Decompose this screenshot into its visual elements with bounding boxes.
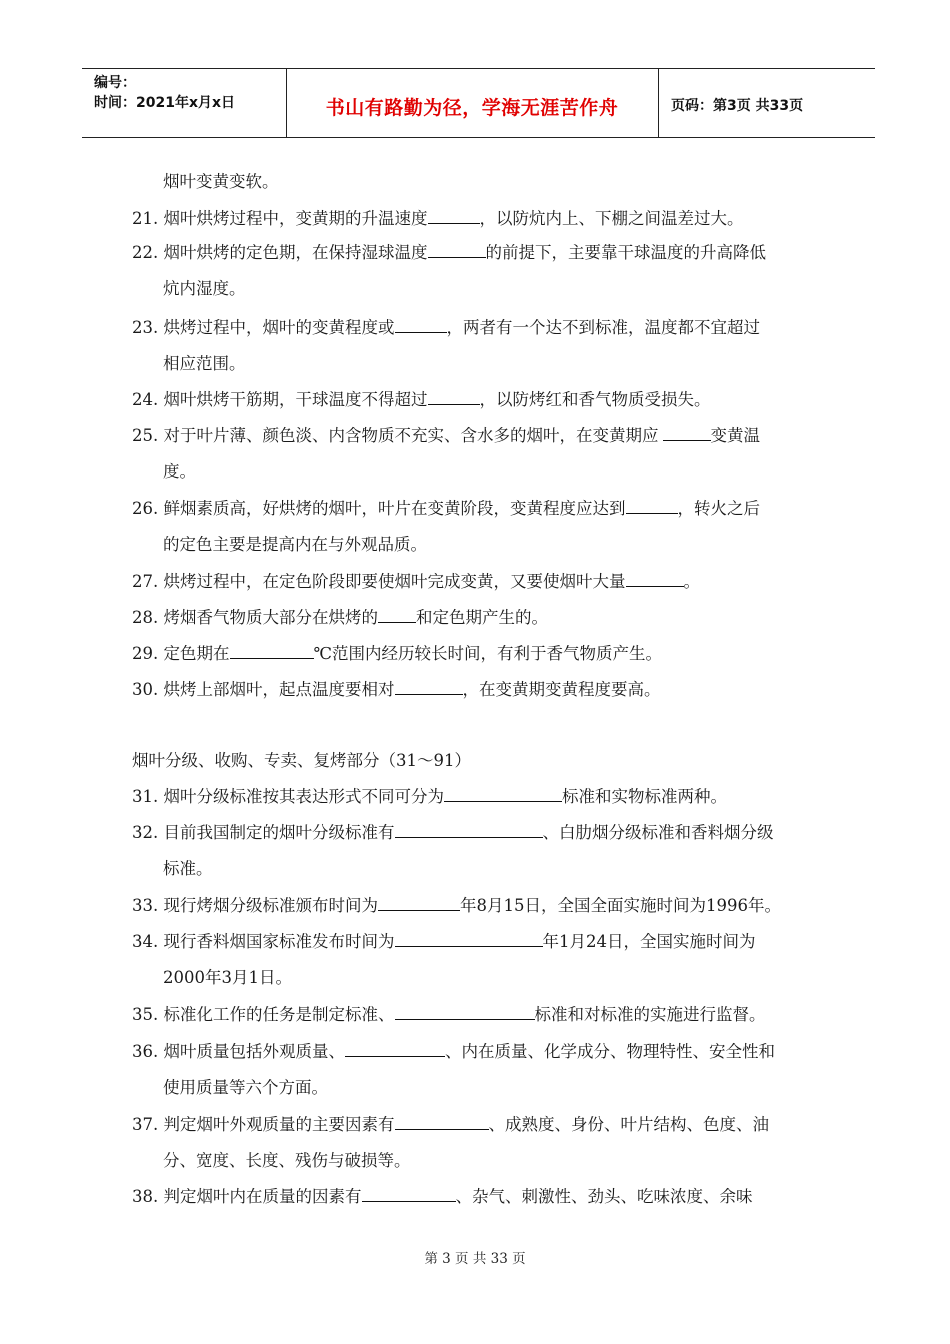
text-span: 的定色主要是提高内在与外观品质。	[163, 535, 427, 554]
text-span: 烟叶变黄变软。	[163, 172, 279, 191]
text-span: 标准和实物标准两种。	[562, 787, 727, 806]
text-span: 。	[683, 572, 700, 591]
text-span: 31. 烟叶分级标准按其表达形式不同可分为	[132, 787, 444, 806]
text-span: 25. 对于叶片薄、颜色淡、内含物质不充实、含水多的烟叶，在变黄期应	[132, 426, 659, 445]
question-24	[132, 389, 711, 411]
text-span: ，两者有一个达不到标准，温度都不宜超过	[446, 318, 760, 337]
answer-blank[interactable]	[444, 786, 562, 802]
text-span: 28. 烤烟香气物质大部分在烘烤的	[132, 608, 378, 627]
answer-blank[interactable]	[395, 679, 463, 695]
text-span: 34. 现行香料烟国家标准发布时间为	[132, 932, 395, 951]
text-span: 35. 标准化工作的任务是制定标准、	[132, 1005, 395, 1024]
text-span: 、成熟度、身份、叶片结构、色度、油	[488, 1115, 769, 1134]
document-number-label: 编号：	[94, 75, 136, 91]
question-32	[132, 822, 774, 844]
text-span: 相应范围。	[163, 354, 246, 373]
answer-blank[interactable]	[362, 1186, 456, 1202]
text-span: 29. 定色期在	[132, 644, 230, 663]
text-span: 37. 判定烟叶外观质量的主要因素有	[132, 1115, 395, 1134]
header-page-info: 页码：第3页 共33页	[671, 98, 804, 114]
answer-blank[interactable]	[428, 242, 486, 258]
text-line	[163, 461, 196, 483]
text-line	[163, 1077, 328, 1099]
text-span: 、杂气、刺激性、劲头、吃味浓度、余味	[455, 1187, 753, 1206]
text-span: 年8月15日，全国全面实施时间为1996年。	[460, 896, 781, 915]
text-span: 33. 现行烤烟分级标准颁布时间为	[132, 896, 378, 915]
answer-blank[interactable]	[395, 317, 447, 333]
question-29	[132, 643, 662, 665]
text-span: 21. 烟叶烘烤过程中，变黄期的升温速度	[132, 209, 428, 228]
document-header	[82, 68, 875, 138]
text-line	[163, 171, 279, 193]
text-span: 烟叶分级、收购、专卖、复烤部分（31～91）	[132, 751, 471, 770]
text-span: 度。	[163, 462, 196, 481]
text-span: 38. 判定烟叶内在质量的因素有	[132, 1187, 362, 1206]
text-span: ，以防烤红和香气物质受损失。	[479, 390, 711, 409]
answer-blank[interactable]	[428, 208, 480, 224]
text-span: ，在变黄期变黄程度要高。	[462, 680, 661, 699]
answer-blank[interactable]	[428, 389, 480, 405]
text-line	[163, 1150, 411, 1172]
question-35	[132, 1004, 766, 1026]
text-span: ，以防炕内上、下棚之间温差过大。	[479, 209, 744, 228]
answer-blank[interactable]	[378, 607, 416, 623]
text-span: 26. 鲜烟素质高，好烘烤的烟叶，叶片在变黄阶段，变黄程度应达到	[132, 499, 626, 518]
section-heading	[132, 750, 471, 772]
question-28	[132, 607, 548, 629]
text-span: 23. 烘烤过程中，烟叶的变黄程度或	[132, 318, 395, 337]
text-span: 分、宽度、长度、残伤与破损等。	[163, 1151, 411, 1170]
question-30	[132, 679, 661, 701]
text-span: 年1月24日，全国实施时间为	[542, 932, 756, 951]
question-38	[132, 1186, 753, 1208]
text-line	[163, 967, 292, 989]
question-33	[132, 895, 781, 917]
question-36	[132, 1041, 775, 1063]
text-span: 24. 烟叶烘烤干筋期，干球温度不得超过	[132, 390, 428, 409]
question-23	[132, 317, 760, 339]
text-span: 32. 目前我国制定的烟叶分级标准有	[132, 823, 395, 842]
text-span: 22. 烟叶烘烤的定色期，在保持湿球温度	[132, 243, 428, 262]
text-span: 、内在质量、化学成分、物理特性、安全性和	[445, 1042, 775, 1061]
question-26	[132, 498, 760, 520]
answer-blank[interactable]	[395, 931, 543, 947]
answer-blank[interactable]	[395, 1114, 489, 1130]
question-37	[132, 1114, 769, 1136]
text-line	[163, 353, 246, 375]
answer-blank[interactable]	[395, 1004, 535, 1020]
text-span: 、白肋烟分级标准和香料烟分级	[542, 823, 774, 842]
page-footer: 第 3 页 共 33 页	[424, 1251, 526, 1267]
answer-blank[interactable]	[626, 498, 678, 514]
text-line	[163, 534, 427, 556]
text-span: 标准。	[163, 859, 213, 878]
question-22	[132, 242, 766, 264]
answer-blank[interactable]	[663, 425, 711, 441]
question-25	[132, 425, 760, 447]
answer-blank[interactable]	[230, 643, 314, 659]
document-time: 时间：2021年x月x日	[94, 95, 236, 111]
answer-blank[interactable]	[378, 895, 460, 911]
text-span: 的前提下，主要靠干球温度的升高降低	[485, 243, 766, 262]
text-span: 30. 烘烤上部烟叶，起点温度要相对	[132, 680, 395, 699]
question-27	[132, 571, 700, 593]
header-divider	[658, 69, 659, 137]
text-span: ，转火之后	[677, 499, 760, 518]
text-line	[163, 858, 213, 880]
text-span: 变黄温	[710, 426, 760, 445]
answer-blank[interactable]	[395, 822, 543, 838]
text-span: 和定色期产生的。	[416, 608, 548, 627]
text-span: 标准和对标准的实施进行监督。	[534, 1005, 766, 1024]
header-motto: 书山有路勤为径，学海无涯苦作舟	[325, 97, 619, 119]
text-span: 使用质量等六个方面。	[163, 1078, 328, 1097]
text-span: ℃范围内经历较长时间，有利于香气物质产生。	[313, 644, 662, 663]
question-31	[132, 786, 727, 808]
text-span: 炕内湿度。	[163, 279, 246, 298]
text-span: 27. 烘烤过程中，在定色阶段即要使烟叶完成变黄，又要使烟叶大量	[132, 572, 626, 591]
header-meta	[94, 73, 235, 113]
text-span: 2000年3月1日。	[163, 968, 292, 987]
text-line	[163, 278, 246, 300]
question-21	[132, 208, 744, 230]
text-span: 36. 烟叶质量包括外观质量、	[132, 1042, 345, 1061]
answer-blank[interactable]	[345, 1041, 445, 1057]
answer-blank[interactable]	[626, 571, 684, 587]
question-34	[132, 931, 756, 953]
